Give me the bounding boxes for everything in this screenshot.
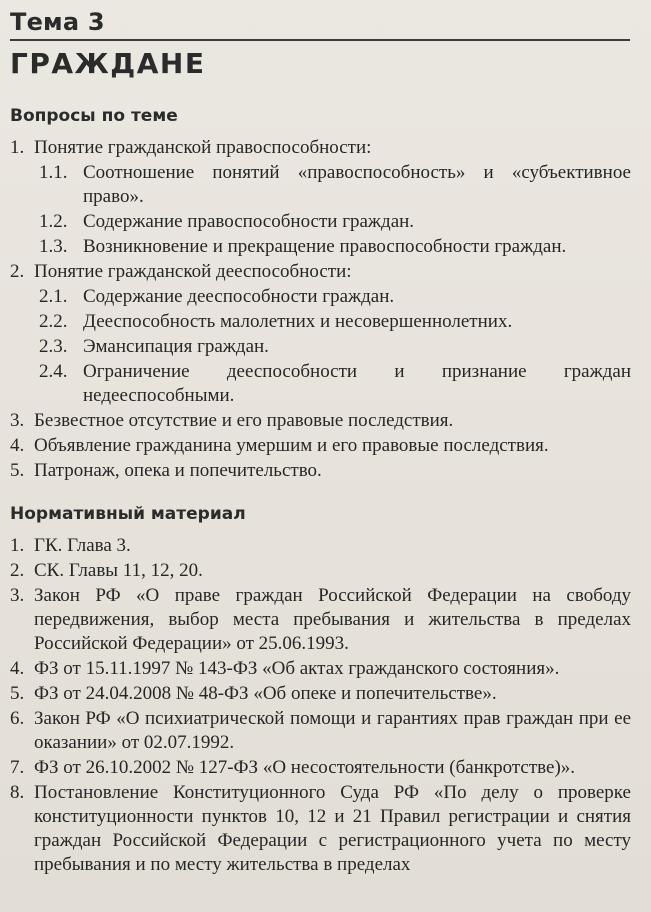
item-number: 1. [10,535,25,556]
list-item [10,657,631,681]
item-number: 7. [10,757,25,778]
item-text: Безвестное отсутствие и его правовые последствия. [34,410,454,431]
sub-list-item [10,360,631,408]
item-text: Содержание правоспособности граждан. [83,211,415,232]
section-spacer [10,484,631,504]
item-text: Ограничение дееспособности и признание граждан недееспособными. [83,361,631,406]
topic-divider [10,39,630,41]
sub-list-item [10,210,631,234]
item-text: ФЗ от 24.04.2008 № 48-ФЗ «Об опеке и попечительстве». [34,683,497,704]
sub-list-item [10,235,631,259]
item-text: Соотношение понятий «правоспособность» и «субъективное право». [83,162,631,207]
list-item [10,434,631,458]
item-text: Патронаж, опека и попечительство. [34,460,322,481]
item-number: 3. [10,410,25,431]
list-item [10,781,631,877]
item-number: 1.2. [39,211,68,232]
item-text: СК. Главы 11, 12, 20. [34,560,203,581]
item-text: ГК. Глава 3. [34,535,131,556]
item-number: 2.1. [39,286,68,307]
item-text: Понятие гражданской правоспособности: [34,137,372,158]
item-number: 2. [10,261,25,282]
item-number: 5. [10,460,25,481]
item-text: ФЗ от 15.11.1997 № 143-ФЗ «Об актах гражданского состояния». [34,658,560,679]
list-item [10,136,631,160]
item-text: Содержание дееспособности граждан. [83,286,395,307]
list-item [10,707,631,755]
list-item [10,584,631,656]
sub-list-item [10,335,631,359]
item-text: ФЗ от 26.10.2002 № 127-ФЗ «О несостоятельности (банкротстве)». [34,757,576,778]
item-text: Закон РФ «О праве граждан Российской Федерации на свободу передвижения, выбор места пребывания и жительства в пределах Российской Федерации» от 25.06.1993. [34,585,631,654]
item-number: 2.2. [39,311,68,332]
topic-label: Тема 3 [10,8,105,36]
topic-title: ГРАЖДАНЕ [10,47,206,80]
list-item [10,682,631,706]
item-number: 1. [10,137,25,158]
item-number: 1.3. [39,236,68,257]
sub-list-item [10,285,631,309]
sub-list-item [10,310,631,334]
item-text: Объявление гражданина умершим и его правовые последствия. [34,435,549,456]
item-number: 1.1. [39,162,68,183]
item-number: 5. [10,683,25,704]
item-number: 4. [10,658,25,679]
list-item [10,459,631,483]
list-item [10,756,631,780]
questions-list [10,136,631,483]
item-number: 3. [10,585,25,606]
item-number: 2.4. [39,361,68,382]
list-item [10,559,631,583]
list-item [10,534,631,558]
item-text: Эмансипация граждан. [83,336,269,357]
item-number: 4. [10,435,25,456]
item-text: Постановление Конституционного Суда РФ «По делу о проверке конституционности пунктов 10, 12 и 21 Правил регистрации и снятия граждан Российской Федерации с регистрационного учета по месту пребывания и по месту жительства в пределах [34,782,631,875]
questions-heading: Вопросы по теме [10,106,178,126]
normative-heading: Нормативный материал [10,504,246,524]
normative-list [10,534,631,877]
item-number: 8. [10,782,25,803]
sub-list-item [10,161,631,209]
list-item [10,260,631,284]
item-text: Закон РФ «О психиатрической помощи и гарантиях прав граждан при ее оказании» от 02.07.1992. [34,708,631,753]
item-number: 2. [10,560,25,581]
list-item [10,409,631,433]
item-number: 2.3. [39,336,68,357]
item-text: Понятие гражданской дееспособности: [34,261,352,282]
item-text: Дееспособность малолетних и несовершеннолетних. [83,311,513,332]
item-text: Возникновение и прекращение правоспособности граждан. [83,236,567,257]
item-number: 6. [10,708,25,729]
